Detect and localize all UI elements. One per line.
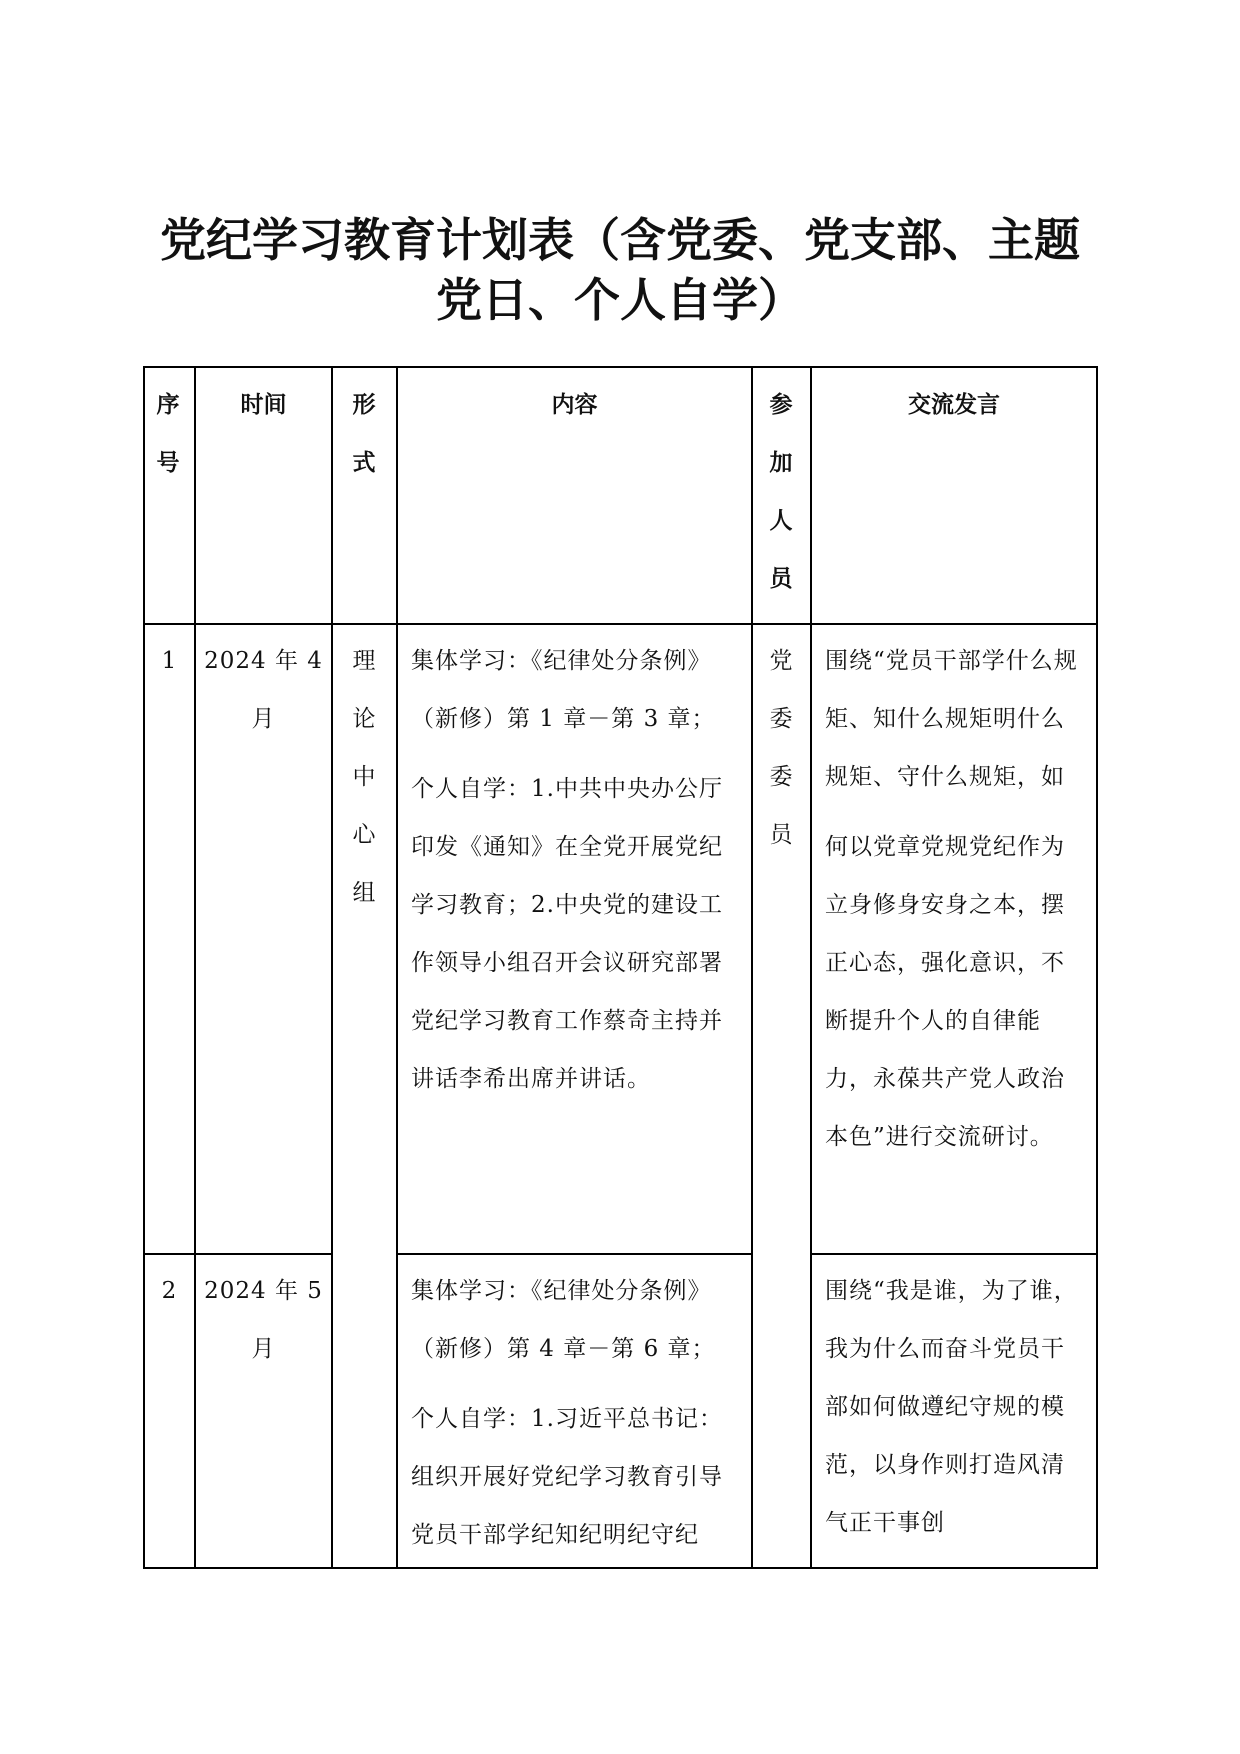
title-line-1: 党纪学习教育计划表（含党委、党支部、主题 [160, 213, 1080, 267]
row1-speech [825, 632, 1087, 1166]
col-divider-5 [810, 366, 812, 1569]
header-participants: 参加人员 [769, 392, 793, 592]
col-divider-4 [751, 366, 753, 1569]
participants-merged: 党委委员 [769, 648, 793, 848]
row2-time [196, 1262, 331, 1378]
row2-index: 2 [161, 1278, 177, 1304]
row2-content-self-study: 个人自学：1.习近平总书记：组织开展好党纪学习教育引导党员干部学纪知纪明纪守纪 [411, 1406, 723, 1548]
header-speech: 交流发言 [908, 392, 1000, 418]
row2-speech-part1: 围绕“我是谁，为了谁，我为什么而奋斗党员干部如何做遵纪守规的模范，以身作则打造风清气正干事创 [825, 1278, 1078, 1536]
table-border-right [1096, 366, 1098, 1569]
table-border-top [143, 366, 1098, 368]
row1-time-line2: 月 [251, 706, 276, 732]
row1-speech-part1: 围绕“党员干部学什么规矩、知什么规矩明什么规矩、守什么规矩，如 [825, 648, 1078, 790]
row1-time [196, 632, 331, 748]
header-form: 形式 [352, 392, 376, 476]
row2-speech [825, 1262, 1087, 1562]
row1-content [411, 632, 741, 1108]
row1-speech-part2: 何以党章党规党纪作为立身修身安身之本，摆正心态，强化意识，不断提升个人的自律能力，永葆共产党人政治本色”进行交流研讨。 [825, 834, 1065, 1150]
title-line-2: 党日、个人自学） [436, 273, 804, 327]
table-border-left [143, 366, 145, 1569]
row2-time-line2: 月 [251, 1336, 276, 1362]
col-divider-3 [396, 366, 398, 1569]
header-index: 序号 [156, 392, 180, 476]
form-merged: 理论中心组 [352, 648, 376, 906]
table-border-bottom [143, 1567, 1098, 1569]
row1-index: 1 [161, 648, 177, 674]
row2-content [411, 1262, 741, 1562]
col-divider-2 [331, 366, 333, 1569]
row1-time-line1: 2024 年 4 [204, 648, 323, 674]
row2-content-collective: 集体学习：《纪律处分条例》（新修）第 4 章－第 6 章； [411, 1278, 716, 1362]
col-divider-1 [194, 366, 196, 1569]
header-time: 时间 [240, 392, 287, 418]
row-divider-speech [812, 1253, 1098, 1255]
row2-time-line1: 2024 年 5 [204, 1278, 323, 1304]
row1-content-collective: 集体学习：《纪律处分条例》（新修）第 1 章－第 3 章； [411, 648, 716, 732]
header-content: 内容 [551, 392, 598, 418]
row-divider-content [398, 1253, 753, 1255]
row-divider-left [143, 1253, 333, 1255]
row1-content-self-study: 个人自学：1.中共中央办公厅印发《通知》在全党开展党纪学习教育；2.中央党的建设工作领导小组召开会议研究部署党纪学习教育工作蔡奇主持并讲话李希出席并讲话。 [411, 776, 723, 1092]
table-header-divider [143, 623, 1098, 625]
